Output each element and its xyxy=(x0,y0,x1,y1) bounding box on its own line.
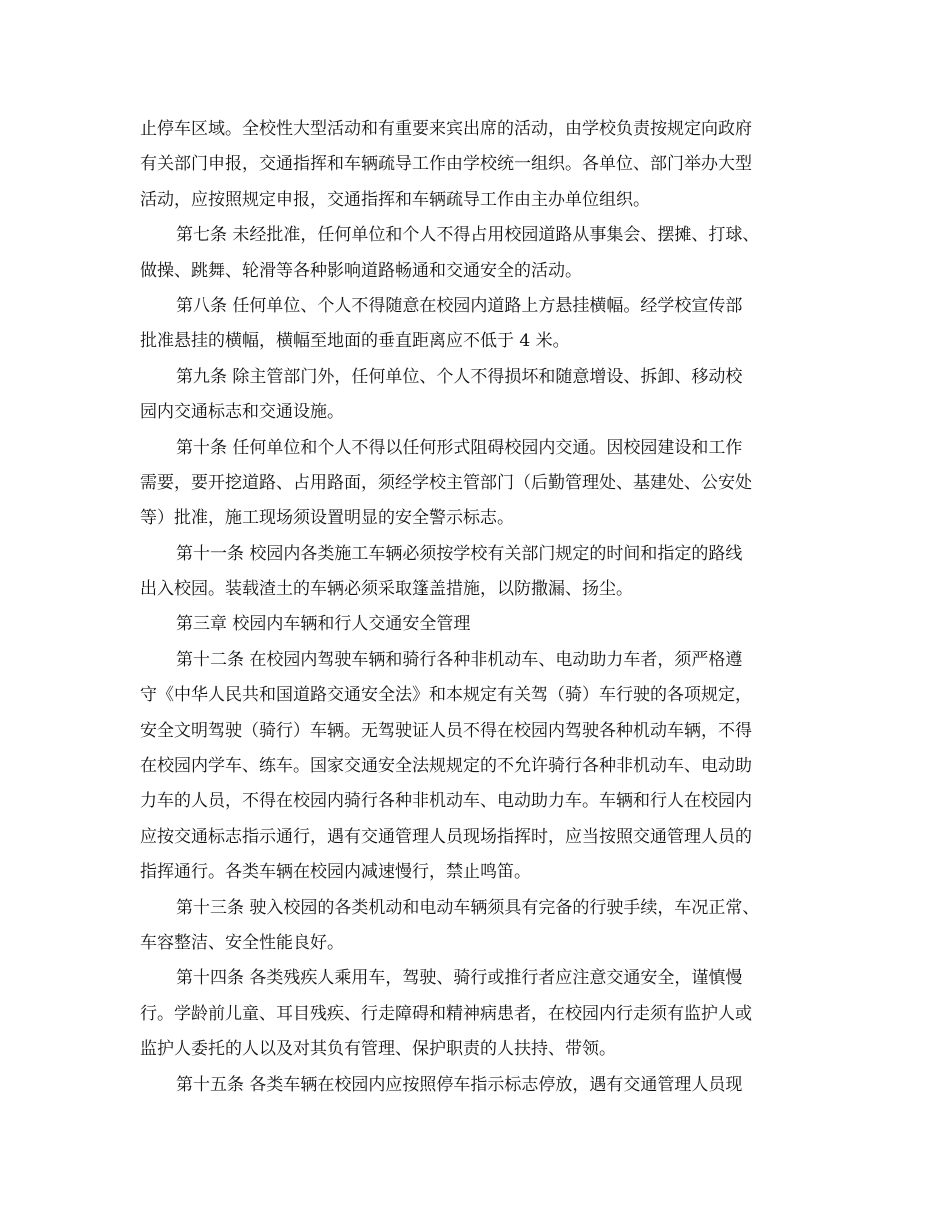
paragraph-first-line: 第十二条 在校园内驾驶车辆和骑行各种非机动车、电动助力车者，须严格遵 xyxy=(176,649,743,670)
paragraph-first-line: 第三章 校园内车辆和行人交通安全管理 xyxy=(176,614,471,635)
text-line: 安全文明驾驶（骑行）车辆。无驾驶证人员不得在校园内驾驶各种机动车辆，不得 xyxy=(140,720,752,741)
text-line: 应按交通标志指示通行，遇有交通管理人员现场指挥时，应当按照交通管理人员的 xyxy=(140,826,752,847)
text-line: 出入校园。装载渣土的车辆必须采取篷盖措施，以防撒漏、扬尘。 xyxy=(140,579,633,600)
text-line: 指挥通行。各类车辆在校园内减速慢行，禁止鸣笛。 xyxy=(140,862,531,883)
paragraph-first-line: 第八条 任何单位、个人不得随意在校园内道路上方悬挂横幅。经学校宣传部 xyxy=(176,295,743,316)
text-line: 批准悬挂的横幅，横幅至地面的垂直距离应不低于 4 米。 xyxy=(140,331,570,352)
text-line: 园内交通标志和交通设施。 xyxy=(140,402,344,423)
paragraph-first-line: 第十四条 各类残疾人乘用车，驾驶、骑行或推行者应注意交通安全，谨慎慢 xyxy=(176,968,743,989)
text-line: 等）批准，施工现场须设置明显的安全警示标志。 xyxy=(140,508,514,529)
text-line: 守《中华人民共和国道路交通安全法》和本规定有关驾（骑）车行驶的各项规定， xyxy=(140,685,752,706)
text-line: 止停车区域。全校性大型活动和有重要来宾出席的活动，由学校负责按规定向政府 xyxy=(140,119,752,139)
paragraph-first-line: 第十三条 驶入校园的各类机动和电动车辆须具有完备的行驶手续，车况正常、 xyxy=(176,897,760,918)
text-line: 在校园内学车、练车。国家交通安全法规规定的不允许骑行各种非机动车、电动助 xyxy=(140,756,752,777)
document-body xyxy=(140,112,820,1103)
paragraph-first-line: 第十五条 各类车辆在校园内应按照停车指示标志停放，遇有交通管理人员现 xyxy=(176,1074,743,1095)
text-line: 活动，应按照规定申报，交通指挥和车辆疏导工作由主办单位组织。 xyxy=(140,189,650,210)
paragraph-first-line: 第十一条 校园内各类施工车辆必须按学校有关部门规定的时间和指定的路线 xyxy=(176,543,743,564)
paragraph-first-line: 第九条 除主管部门外，任何单位、个人不得损坏和随意增设、拆卸、移动校 xyxy=(176,366,743,387)
text-line: 做操、跳舞、轮滑等各种影响道路畅通和交通安全的活动。 xyxy=(140,260,582,281)
text-line: 需要，要开挖道路、占用路面，须经学校主管部门（后勤管理处、基建处、公安处 xyxy=(140,472,752,493)
text-line: 车容整洁、安全性能良好。 xyxy=(140,932,344,953)
text-line: 力车的人员，不得在校园内骑行各种非机动车、电动助力车。车辆和行人在校园内 xyxy=(140,791,752,812)
text-line: 行。学龄前儿童、耳目残疾、行走障碍和精神病患者，在校园内行走须有监护人或 xyxy=(140,1003,752,1024)
text-line: 有关部门申报，交通指挥和车辆疏导工作由学校统一组织。各单位、部门举办大型 xyxy=(140,154,752,175)
paragraph-first-line: 第十条 任何单位和个人不得以任何形式阻碍校园内交通。因校园建设和工作 xyxy=(176,437,743,458)
paragraph-first-line: 第七条 未经批准，任何单位和个人不得占用校园道路从事集会、摆摊、打球、 xyxy=(176,225,760,246)
text-line: 监护人委托的人以及对其负有管理、保护职责的人扶持、带领。 xyxy=(140,1039,616,1060)
